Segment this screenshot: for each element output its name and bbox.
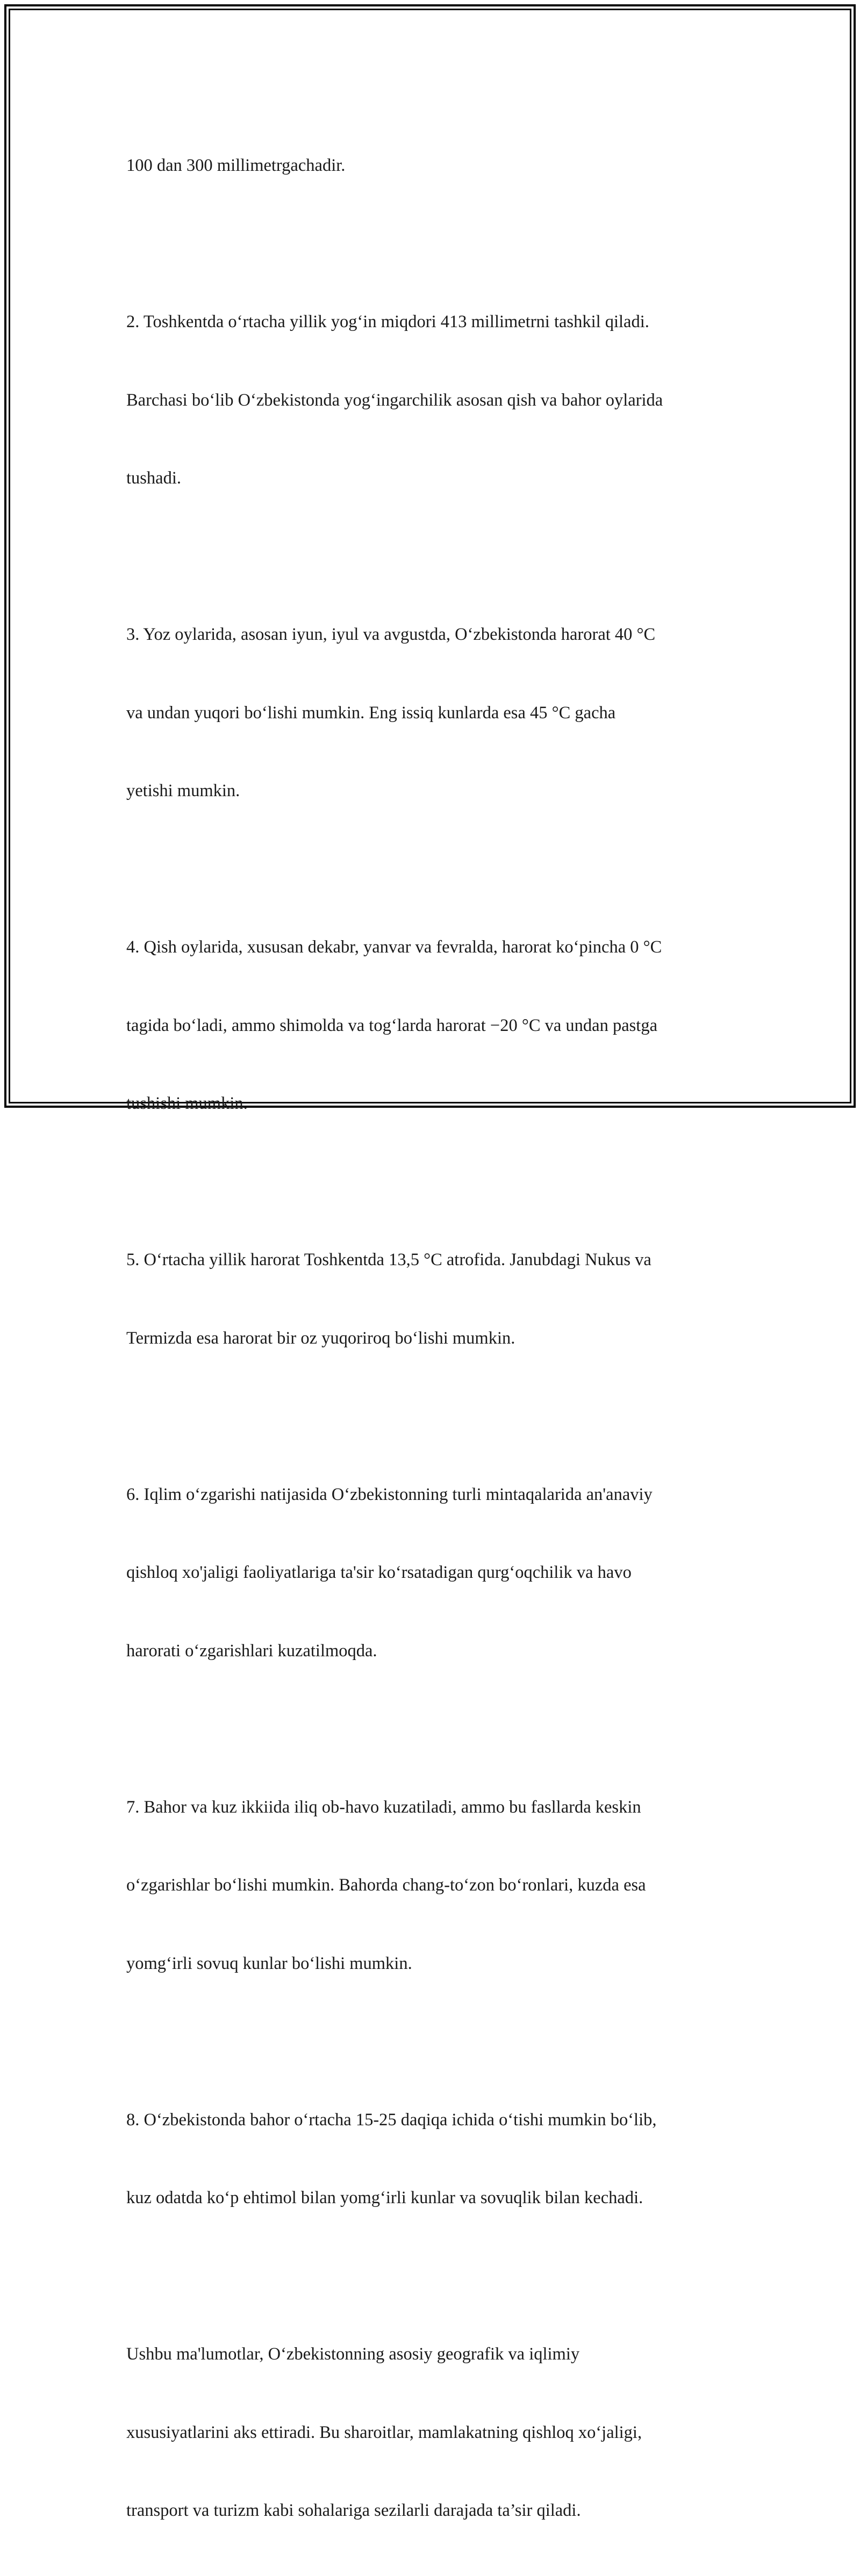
- text-line: 5. O‘rtacha yillik harorat Toshkentda 13,5 °C atrofida. Janubdagi Nukus va: [126, 1250, 651, 1269]
- paragraph-continuation: [126, 100, 739, 231]
- text-line: 2. Toshkentda o‘rtacha yillik yog‘in miqdori 413 millimetrni tashkil qiladi.: [126, 312, 649, 331]
- text-line: kuz odatda ko‘p ehtimol bilan yomg‘irli kunlar va sovuqlik bilan kechadi.: [126, 2188, 643, 2207]
- paragraph-item-3: [126, 569, 739, 856]
- text-line: yetishi mumkin.: [126, 781, 240, 800]
- text-line: o‘zgarishlar bo‘lishi mumkin. Bahorda chang-to‘zon bo‘ronlari, kuzda esa: [126, 1875, 646, 1895]
- paragraph-item-4: [126, 882, 739, 1169]
- paragraph-item-7: [126, 1742, 739, 2029]
- text-line: yomg‘irli sovuq kunlar bo‘lishi mumkin.: [126, 1953, 412, 1973]
- text-line: tushadi.: [126, 468, 182, 488]
- text-line: Barchasi bo‘lib O‘zbekistonda yog‘ingarchilik asosan qish va bahor oylarida: [126, 390, 663, 410]
- text-line: harorati o‘zgarishlari kuzatilmoqda.: [126, 1641, 377, 1661]
- text-line: 100 dan 300 millimetrgachadir.: [126, 156, 346, 175]
- text-line: 3. Yoz oylarida, asosan iyun, iyul va avgustda, O‘zbekistonda harorat 40 °C: [126, 625, 656, 644]
- text-line: tagida bo‘ladi, ammo shimolda va tog‘larda harorat −20 °C va undan pastga: [126, 1015, 657, 1035]
- text-line: qishloq xo'jaligi faoliyatlariga ta'sir ko‘rsatadigan qurg‘oqchilik va havo: [126, 1563, 632, 1582]
- text-line: Termizda esa harorat bir oz yuqoriroq bo‘lishi mumkin.: [126, 1328, 515, 1348]
- text-line: 8. O‘zbekistonda bahor o‘rtacha 15-25 daqiqa ichida o‘tishi mumkin bo‘lib,: [126, 2110, 657, 2130]
- text-line: Ushbu ma'lumotlar, O‘zbekistonning asosiy geografik va iqlimiy: [126, 2344, 580, 2364]
- text-line: 6. Iqlim o‘zgarishi natijasida O‘zbekistonning turli mintaqalarida an'anaviy: [126, 1484, 653, 1504]
- text-line: tushishi mumkin.: [126, 1094, 248, 1113]
- paragraph-item-2: [126, 257, 739, 544]
- document-body: [126, 100, 739, 2576]
- text-line: transport va turizm kabi sohalariga sezilarli darajada ta’sir qiladi.: [126, 2501, 581, 2520]
- paragraph-item-8: [126, 2055, 739, 2263]
- text-line: 4. Qish oylarida, xususan dekabr, yanvar va fevralda, harorat ko‘pincha 0 °C: [126, 937, 662, 957]
- text-line: 7. Bahor va kuz ikkiida iliq ob-havo kuzatiladi, ammo bu fasllarda keskin: [126, 1797, 641, 1817]
- paragraph-item-6: [126, 1430, 739, 1716]
- text-line: xususiyatlarini aks ettiradi. Bu sharoitlar, mamlakatning qishloq xo‘jaligi,: [126, 2422, 642, 2442]
- paragraph-conclusion: [126, 2289, 739, 2576]
- paragraph-item-5: [126, 1195, 739, 1403]
- text-line: va undan yuqori bo‘lishi mumkin. Eng issiq kunlarda esa 45 °C gacha: [126, 703, 616, 723]
